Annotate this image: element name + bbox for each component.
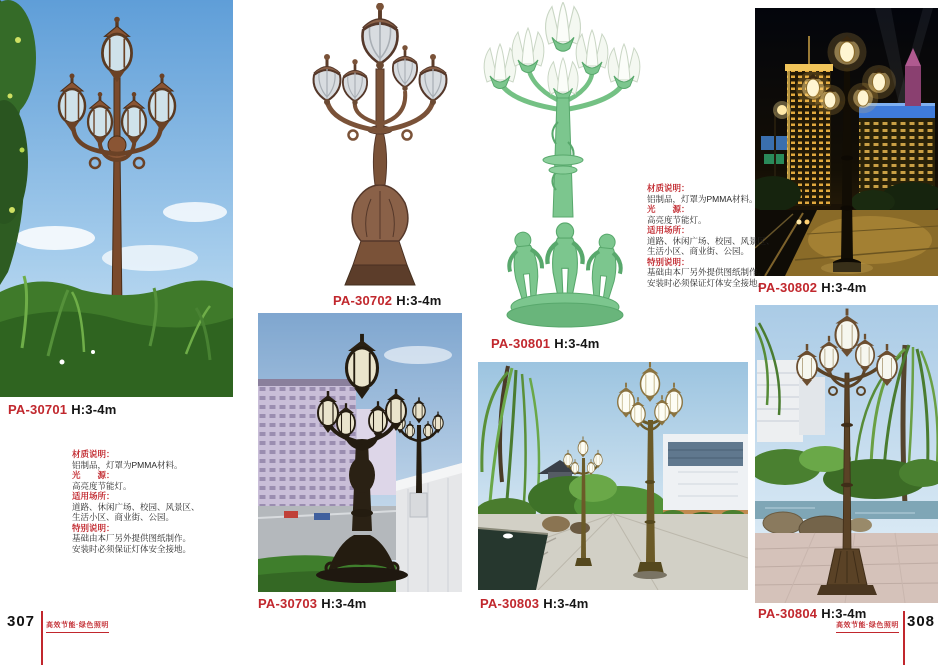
spec-line: 高亮度节能灯。 — [72, 480, 132, 491]
product-code: PA-30804 — [758, 606, 818, 621]
spec-line: 基础由本厂另外提供图纸制作。 — [647, 267, 767, 277]
spec-heading: 光 源： — [647, 204, 690, 214]
cloud — [384, 346, 452, 364]
product-code: PA-30802 — [758, 280, 818, 295]
product-height: H:3-4m — [821, 280, 867, 295]
product-label-pa-30701 — [8, 402, 116, 417]
spec-heading: 特别说明： — [647, 256, 690, 267]
statue-base — [507, 293, 623, 327]
spec-line: 铝制品，灯罩为PMMA材料。 — [72, 459, 183, 470]
product-photo-pa-30703 — [258, 313, 462, 592]
spec-line: 安装时必须保证灯体安全接地。 — [647, 277, 767, 288]
tulip-lamps — [484, 2, 640, 100]
product-height: H:3-4m — [543, 596, 589, 611]
footer-slogan-left: 高效节能·绿色照明 — [46, 620, 109, 633]
plaza-pavement — [478, 514, 748, 590]
product-height: H:3-4m — [396, 293, 442, 308]
product-height: H:3-4m — [821, 606, 867, 621]
spec-line: 道路、休闲广场、校园、风景区、 — [72, 501, 200, 512]
product-photo-pa-30803 — [478, 362, 748, 590]
spec-heading: 特别说明： — [72, 522, 115, 533]
footer-divider-right — [903, 611, 905, 665]
product-label-pa-30801 — [491, 336, 599, 351]
spec-heading: 材质说明： — [647, 183, 690, 193]
spec-heading: 材质说明： — [72, 449, 115, 459]
spec-line: 生活小区、商业街、公园。 — [72, 512, 175, 522]
product-code: PA-30803 — [480, 596, 540, 611]
product-label-pa-30804 — [758, 606, 866, 621]
children-figures — [506, 223, 624, 302]
product-code: PA-30703 — [258, 596, 318, 611]
spec-text-block-left — [72, 449, 247, 554]
product-height: H:3-4m — [554, 336, 600, 351]
product-label-pa-30703 — [258, 596, 366, 611]
product-height: H:3-4m — [321, 596, 367, 611]
product-height: H:3-4m — [71, 402, 117, 417]
product-photo-pa-30702 — [295, 3, 465, 291]
product-code: PA-30801 — [491, 336, 551, 351]
page-number-right: 308 — [907, 613, 936, 630]
park-lamps-illustration — [478, 362, 748, 590]
product-label-pa-30702 — [333, 293, 441, 308]
footer-divider-left — [41, 611, 43, 665]
footer-slogan-right: 高效节能·绿色照明 — [836, 620, 899, 633]
spec-line: 高亮度节能灯。 — [647, 214, 707, 225]
spec-line: 生活小区、商业街、公园。 — [647, 246, 750, 256]
statue-lamp-illustration — [478, 2, 653, 332]
spec-line: 基础由本厂另外提供图纸制作。 — [72, 533, 192, 543]
spec-line: 铝制品，灯罩为PMMA材料。 — [647, 193, 758, 204]
garden-path-lamp-illustration — [755, 305, 938, 603]
spec-line: 安装时必须保证灯体安全接地。 — [72, 543, 192, 554]
candelabra-lamp-illustration — [295, 3, 465, 291]
product-photo-pa-30801 — [478, 2, 653, 332]
spec-text-block-middle — [647, 183, 822, 288]
modern-building — [661, 434, 748, 524]
spec-heading: 光 源： — [72, 470, 115, 480]
statue-column — [543, 98, 583, 217]
spec-heading: 适用场所： — [647, 225, 690, 235]
spec-heading: 适用场所： — [72, 491, 115, 501]
product-code: PA-30702 — [333, 293, 393, 308]
product-photo-pa-30804 — [755, 305, 938, 603]
spec-line: 道路、休闲广场、校园、风景区、 — [647, 235, 775, 246]
plaza-lamp-illustration — [258, 313, 462, 592]
lamp-base — [345, 185, 415, 285]
product-label-pa-30803 — [480, 596, 588, 611]
product-photo-pa-30701 — [0, 0, 233, 397]
garden-lamp-illustration — [0, 0, 233, 397]
page-number-left: 307 — [7, 613, 36, 630]
product-code: PA-30701 — [8, 402, 68, 417]
